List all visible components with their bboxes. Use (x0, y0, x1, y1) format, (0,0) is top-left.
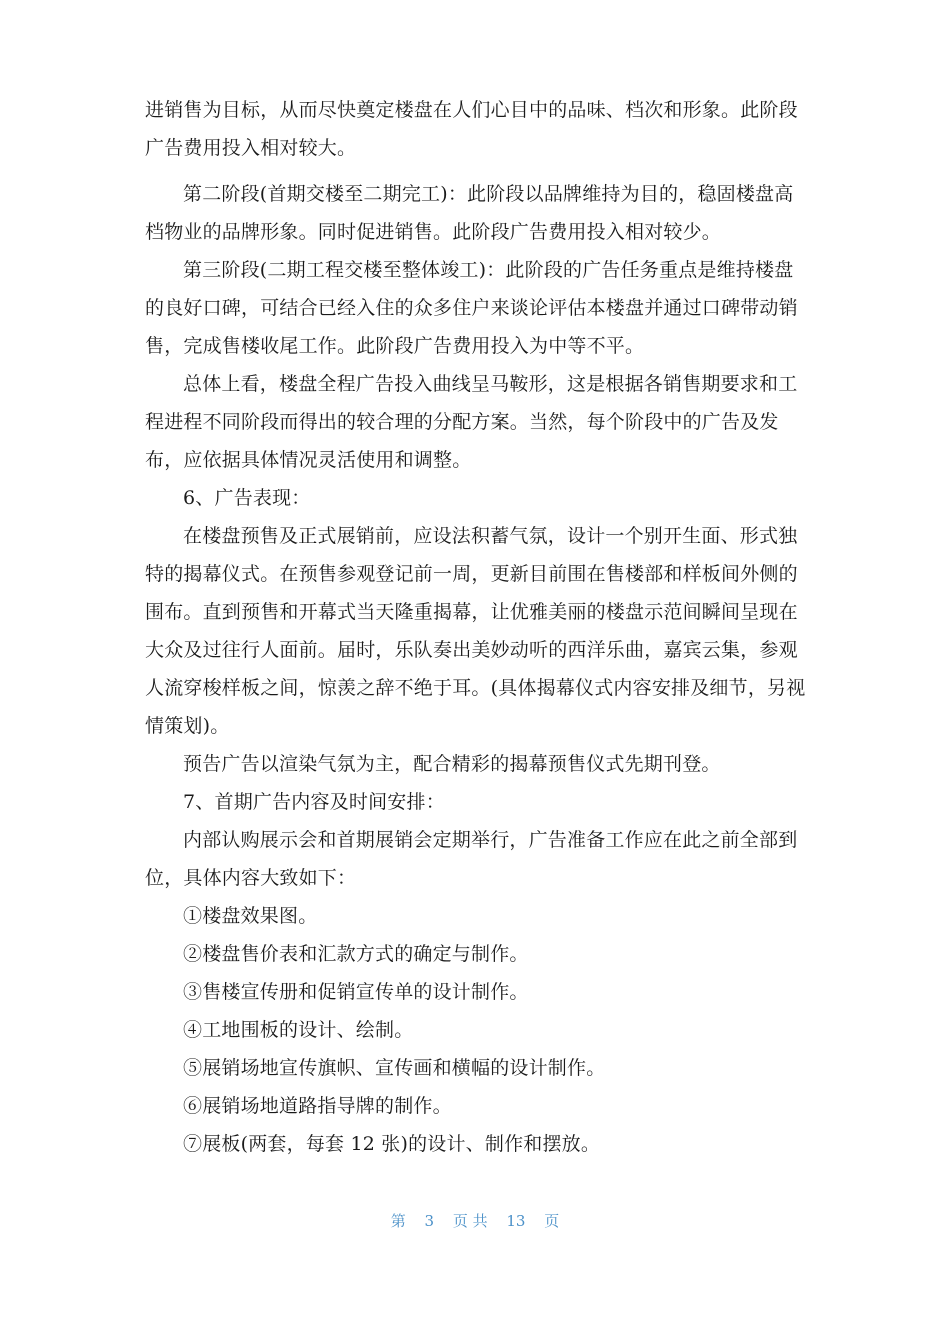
list-item: ⑤展销场地宣传旗帜、宣传画和横幅的设计制作。 (183, 1057, 606, 1079)
section-heading: 6、广告表现： (183, 487, 311, 509)
paragraph-line: 人流穿梭样板之间，惊羡之辞不绝于耳。(具体揭幕仪式内容安排及细节，另视 (145, 677, 806, 699)
paragraph-line: 布，应依据具体情况灵活使用和调整。 (145, 449, 472, 471)
paragraph-line: 第三阶段(二期工程交楼至整体竣工)：此阶段的广告任务重点是维持楼盘 (183, 259, 794, 281)
list-item: ④工地围板的设计、绘制。 (183, 1019, 414, 1041)
footer-total-pages: 13 (506, 1212, 526, 1230)
list-item: ⑥展销场地道路指导牌的制作。 (183, 1095, 452, 1117)
paragraph-line: 售，完成售楼收尾工作。此阶段广告费用投入为中等不平。 (145, 335, 645, 357)
paragraph-line: 第二阶段(首期交楼至二期完工)：此阶段以品牌维持为目的，稳固楼盘高 (183, 183, 794, 205)
paragraph-line: 预告广告以渲染气氛为主，配合精彩的揭幕预售仪式先期刊登。 (183, 753, 721, 775)
section-heading: 7、首期广告内容及时间安排： (183, 791, 445, 813)
paragraph-line: 位，具体内容大致如下： (145, 867, 357, 889)
paragraph-line: 广告费用投入相对较大。 (145, 137, 357, 159)
paragraph-line: 总体上看，楼盘全程广告投入曲线呈马鞍形，这是根据各销售期要求和工 (183, 373, 798, 395)
list-item: ③售楼宣传册和促销宣传单的设计制作。 (183, 981, 529, 1003)
paragraph-line: 进销售为目标，从而尽快奠定楼盘在人们心目中的品味、档次和形象。此阶段 (145, 99, 798, 121)
paragraph-line: 在楼盘预售及正式展销前，应设法积蓄气氛，设计一个别开生面、形式独 (183, 525, 798, 547)
list-item: ⑦展板(两套，每套 12 张)的设计、制作和摆放。 (183, 1133, 601, 1155)
paragraph-line: 程进程不同阶段而得出的较合理的分配方案。当然，每个阶段中的广告及发 (145, 411, 779, 433)
footer-current-page: 3 (424, 1212, 435, 1230)
paragraph-line: 情策划)。 (145, 715, 230, 737)
paragraph-line: 围布。直到预售和开幕式当天隆重揭幕，让优雅美丽的楼盘示范间瞬间呈现在 (145, 601, 798, 623)
page-footer (0, 1210, 950, 1231)
footer-page-end-word: 页 (544, 1212, 560, 1230)
paragraph-line: 的良好口碑，可结合已经入住的众多住户来谈论评估本楼盘并通过口碑带动销 (145, 297, 798, 319)
list-item: ②楼盘售价表和汇款方式的确定与制作。 (183, 943, 529, 965)
paragraph-line: 特的揭幕仪式。在预售参观登记前一周，更新目前围在售楼部和样板间外侧的 (145, 563, 798, 585)
footer-total-word: 页 共 (452, 1212, 488, 1230)
paragraph-line: 大众及过往行人面前。届时，乐队奏出美妙动听的西洋乐曲，嘉宾云集，参观 (145, 639, 798, 661)
paragraph-line: 内部认购展示会和首期展销会定期举行，广告准备工作应在此之前全部到 (183, 829, 798, 851)
footer-page-word: 第 (390, 1212, 406, 1230)
paragraph-line: 档物业的品牌形象。同时促进销售。此阶段广告费用投入相对较少。 (145, 221, 722, 243)
list-item: ①楼盘效果图。 (183, 905, 318, 927)
